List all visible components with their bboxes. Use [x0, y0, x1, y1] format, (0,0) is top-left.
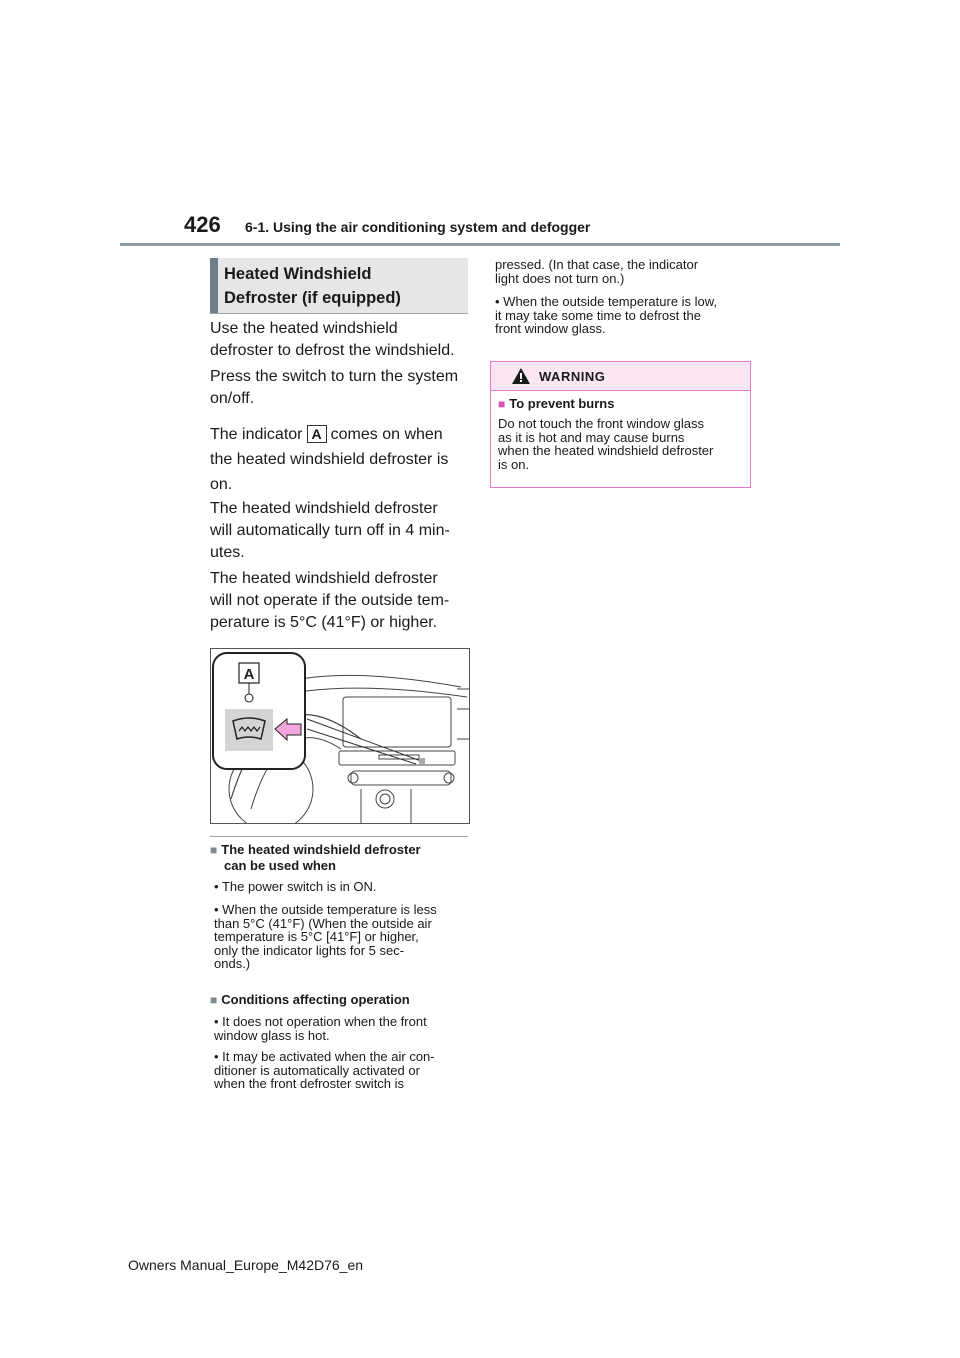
text-line: defroster to defrost the windshield. [210, 342, 455, 359]
text-fragment: The heated windshield defroster [221, 842, 421, 857]
text-line: as it is hot and may cause burns [498, 429, 685, 445]
bullet-item: • When the outside temperature is low, it may take some time to defrost the front window glass. [495, 295, 752, 336]
text-line: the heated windshield defroster is [210, 451, 449, 468]
text-fragment: comes on when [330, 426, 443, 443]
bullet-continuation [495, 258, 752, 285]
dashboard-illustration [210, 648, 470, 824]
section-title-line: Heated Windshield [224, 265, 372, 283]
header-rule [120, 243, 840, 246]
text-line: than 5°C (41°F) (When the outside air [214, 915, 432, 931]
square-bullet-icon: ■ [210, 843, 218, 857]
warning-triangle-icon [512, 368, 530, 384]
text-line: temperature is 5°C [41°F] or higher, [214, 929, 419, 944]
section-title [224, 262, 454, 310]
text-fragment: It may be activated when the air con- [222, 1049, 435, 1064]
paragraph-indicator [210, 422, 468, 497]
defroster-switch [225, 709, 273, 751]
text-line: window glass is hot. [214, 1027, 330, 1043]
text-fragment: When the outside temperature is low, [503, 294, 718, 309]
paragraph-auto-off [210, 498, 468, 564]
text-line: pressed. (In that case, the indicator [495, 257, 699, 272]
note-heading-usable [210, 842, 460, 873]
text-line: can be used when [224, 858, 336, 873]
text-line: light does not turn on.) [495, 270, 625, 286]
note-heading-conditions [210, 992, 460, 1008]
text-line: only the indicator lights for 5 sec- [214, 942, 405, 958]
text-line: when the heated windshield defroster [498, 443, 714, 458]
text-line: when the front defroster switch is [214, 1076, 405, 1091]
switch-marker [419, 758, 425, 764]
warning-text [498, 417, 742, 471]
square-bullet-icon: ■ [210, 993, 218, 1007]
section-title-line: Defroster (if equipped) [224, 289, 401, 307]
text-line: onds.) [214, 956, 251, 971]
figure-divider [210, 836, 468, 837]
text-line: utes. [210, 544, 245, 561]
text-fragment: It does not operation when the front [222, 1014, 427, 1029]
text-line: Do not touch the front window glass [498, 416, 704, 431]
page-number: 426 [184, 212, 221, 237]
text-line: on/off. [210, 390, 255, 407]
dash-line [301, 675, 461, 687]
paragraph-temperature [210, 568, 468, 634]
warning-subheading [498, 396, 614, 411]
indicator-badge: A [307, 425, 327, 443]
warning-header [491, 362, 750, 391]
section-heading [210, 258, 468, 314]
text-line: The heated windshield defroster [210, 500, 438, 517]
square-bullet-icon: ■ [498, 397, 506, 411]
text-line: will not operate if the outside tem- [210, 592, 450, 609]
bullet-item: • When the outside temperature is less than 5°C (41°F) (When the outside air temperature is 5°C [41°F] or higher, only the indicator lights for 5 sec- onds.) [214, 903, 471, 971]
text-fragment: The indicator [210, 426, 303, 443]
text-line: ditioner is automatically activated or [214, 1062, 420, 1078]
text-line: it may take some time to defrost the [495, 307, 701, 323]
text-line: is on. [498, 456, 530, 472]
text-fragment: When the outside temperature is less [222, 902, 437, 917]
warning-box [490, 361, 751, 488]
bullet-item: • It does not operation when the front window glass is hot. [214, 1015, 471, 1042]
running-title: 6-1. Using the air conditioning system and defogger [245, 219, 591, 235]
footer-manual-id: Owners Manual_Europe_M42D76_en [128, 1257, 364, 1273]
paragraph-switch [210, 366, 468, 410]
paragraph-intro [210, 318, 468, 362]
text-line: will automatically turn off in 4 min- [210, 522, 450, 539]
bullet-item: • The power switch is in ON. [214, 879, 377, 894]
text-fragment: The power switch is in ON. [221, 879, 377, 894]
dashboard-drawing [211, 649, 469, 823]
bullet-item: • It may be activated when the air con- ditioner is automatically activated or when the front defroster switch is [214, 1050, 471, 1091]
callout-label: A [243, 666, 255, 683]
text-fragment: Conditions affecting operation [221, 992, 410, 1007]
text-line: Press the switch to turn the system [210, 368, 459, 385]
text-line: perature is 5°C (41°F) or higher. [210, 614, 438, 631]
text-line: The heated windshield defroster [210, 570, 438, 587]
text-line: on. [210, 476, 233, 493]
warning-title: WARNING [539, 369, 606, 384]
text-line: Use the heated windshield [210, 320, 398, 337]
text-line: front window glass. [495, 321, 606, 336]
section-accent-bar [210, 258, 218, 313]
text-line [210, 422, 468, 447]
text-fragment: To prevent burns [509, 396, 615, 411]
